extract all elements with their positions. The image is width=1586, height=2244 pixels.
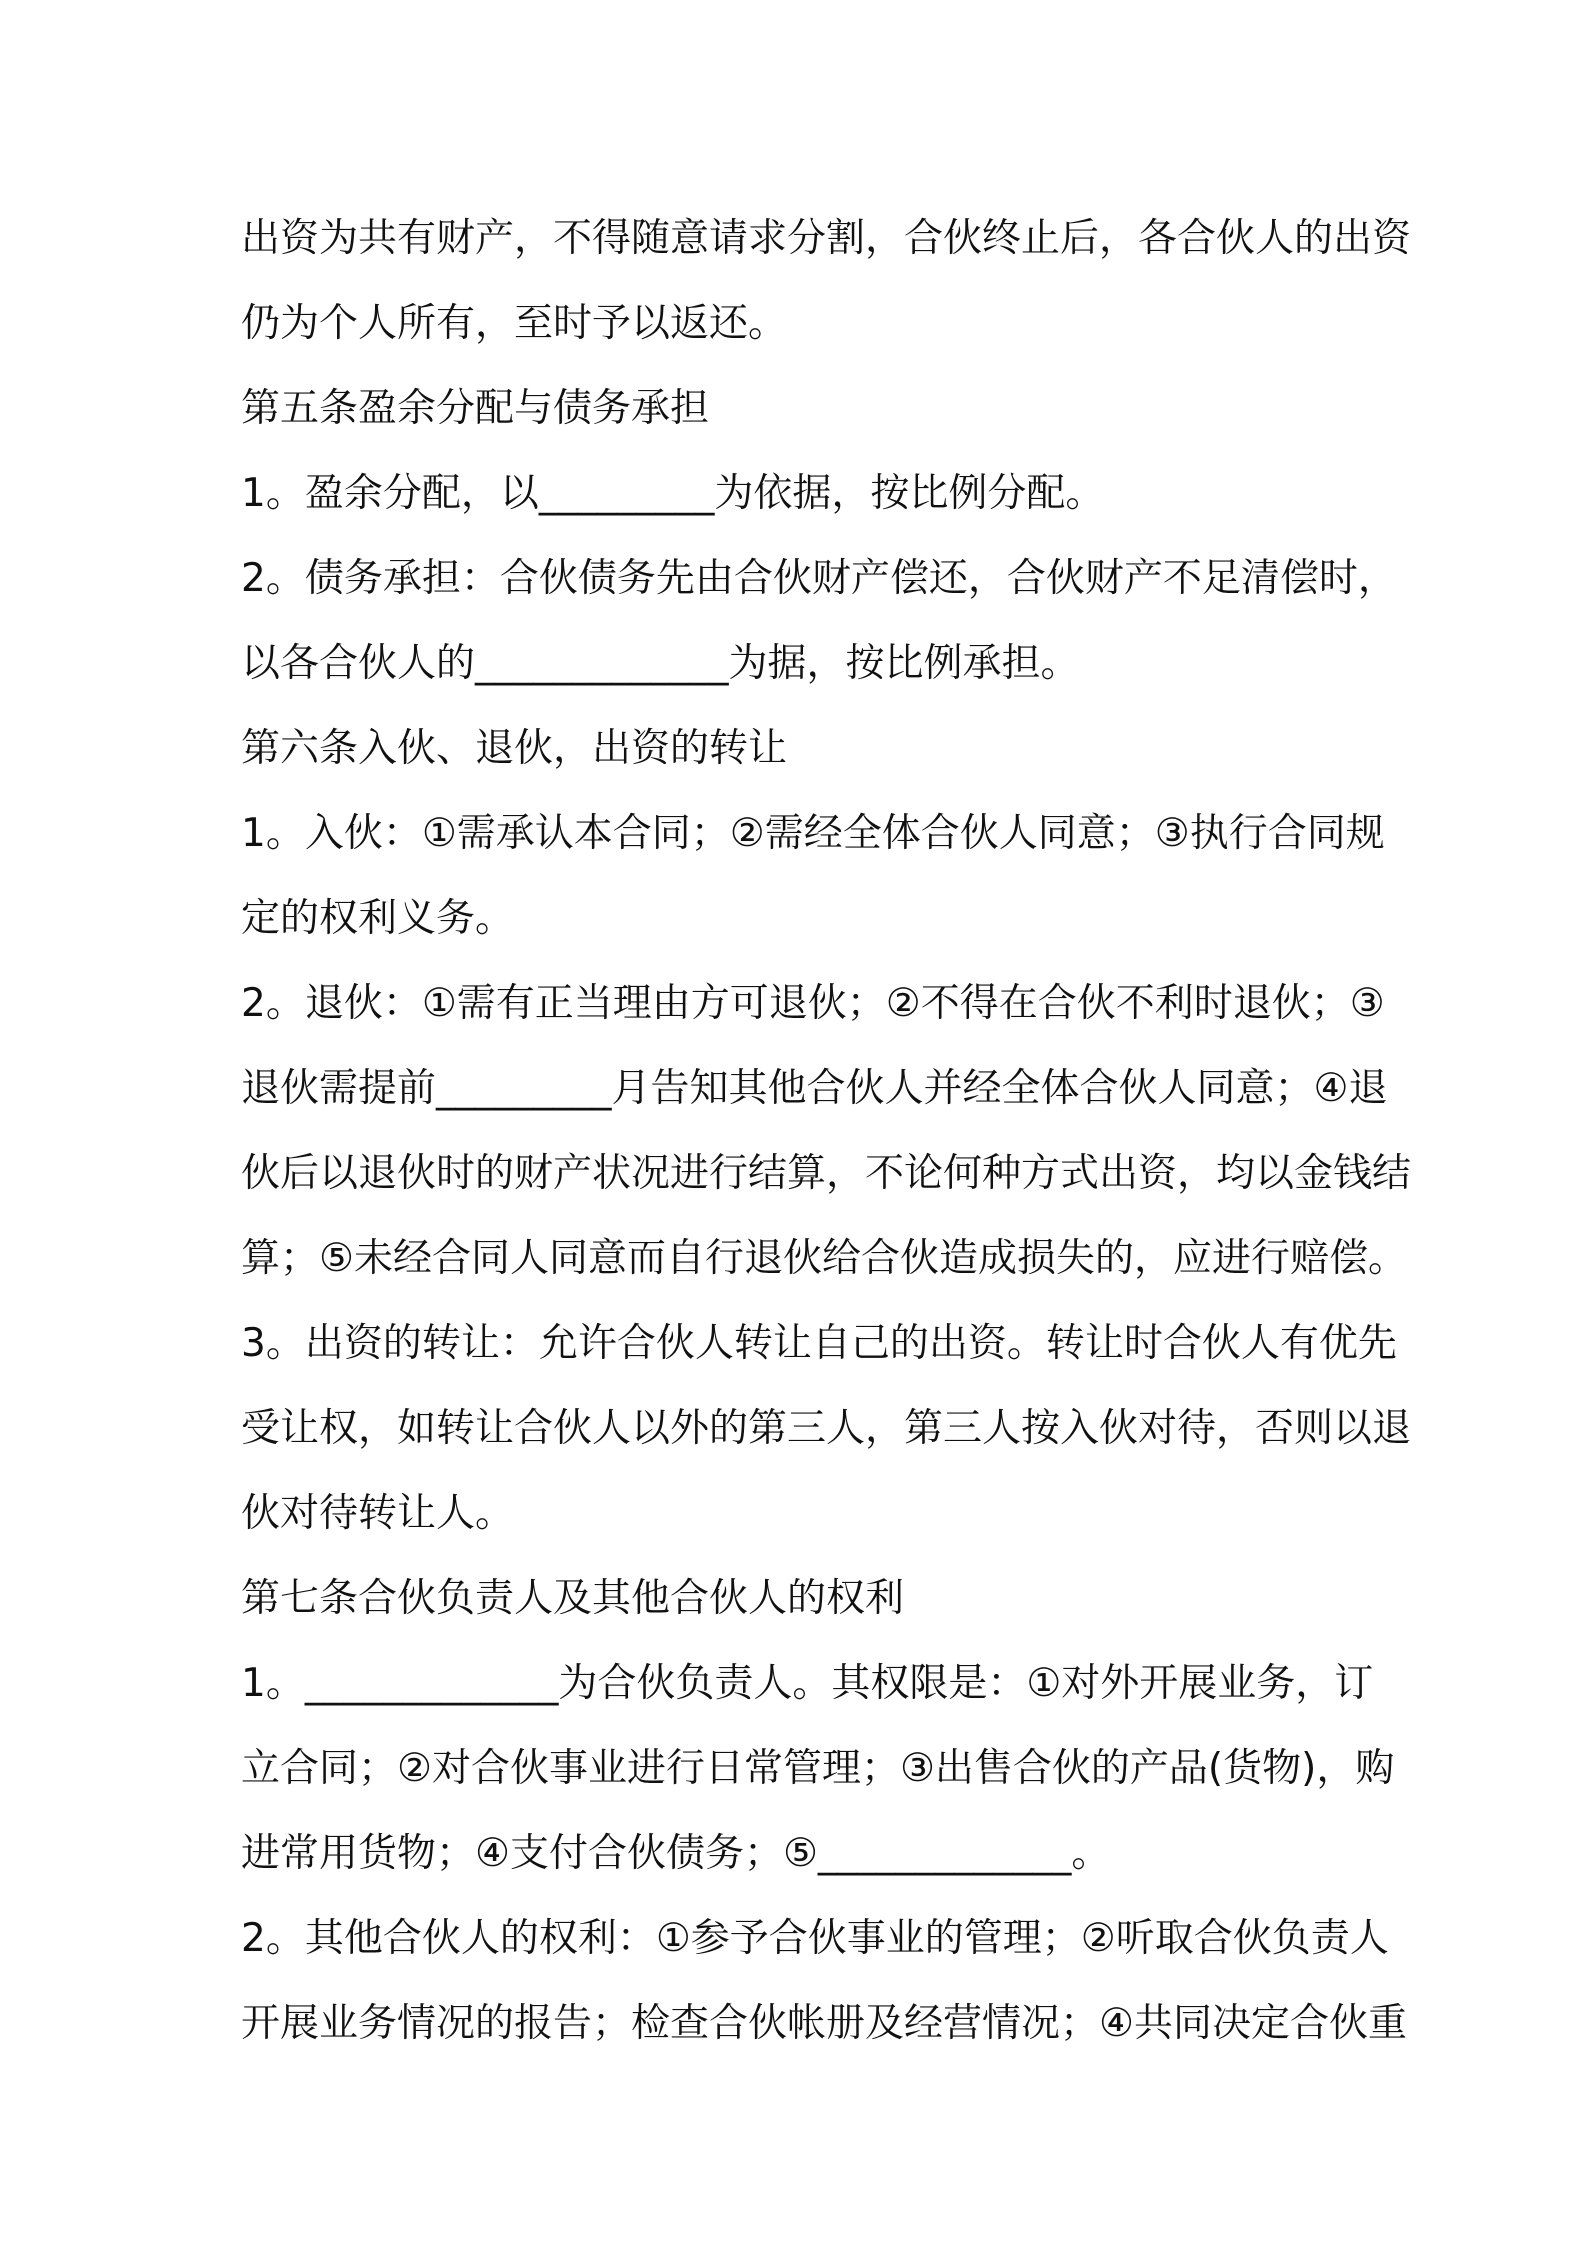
text-line: 出资为共有财产，不得随意请求分割，合伙终止后，各合伙人的出资 bbox=[241, 216, 1412, 261]
text-line: 退伙需提前_________月告知其他合伙人并经全体合伙人同意；④退 bbox=[241, 1066, 1388, 1111]
text-line: 1。入伙：①需承认本合同；②需经全体合伙人同意；③执行合同规 bbox=[241, 811, 1385, 856]
text-line: 2。退伙：①需有正当理由方可退伙；②不得在合伙不利时退伙；③ bbox=[241, 981, 1385, 1026]
text-line: 算；⑤未经合同人同意而自行退伙给合伙造成损失的，应进行赔偿。 bbox=[241, 1236, 1407, 1281]
text-line: 1。_____________为合伙负责人。其权限是：①对外开展业务，订 bbox=[241, 1661, 1374, 1706]
text-line: 立合同；②对合伙事业进行日常管理；③出售合伙的产品(货物)，购 bbox=[241, 1746, 1395, 1791]
section-heading: 第六条入伙、退伙，出资的转让 bbox=[241, 726, 788, 771]
text-line: 2。其他合伙人的权利：①参予合伙事业的管理；②听取合伙负责人 bbox=[241, 1916, 1389, 1961]
document-body bbox=[241, 196, 1412, 2066]
section-heading: 第七条合伙负责人及其他合伙人的权利 bbox=[241, 1576, 905, 1621]
section-heading: 第五条盈余分配与债务承担 bbox=[241, 386, 710, 431]
text-line: 进常用货物；④支付合伙债务；⑤_____________。 bbox=[241, 1831, 1111, 1876]
text-line: 1。盈余分配，以_________为依据，按比例分配。 bbox=[241, 471, 1105, 516]
text-line: 伙后以退伙时的财产状况进行结算，不论何种方式出资，均以金钱结 bbox=[241, 1151, 1412, 1196]
text-line: 仍为个人所有，至时予以返还。 bbox=[241, 301, 788, 346]
text-line: 定的权利义务。 bbox=[241, 896, 515, 941]
text-line: 以各合伙人的_____________为据，按比例承担。 bbox=[241, 641, 1080, 686]
text-line: 2。债务承担：合伙债务先由合伙财产偿还，合伙财产不足清偿时， bbox=[241, 556, 1397, 601]
text-line: 伙对待转让人。 bbox=[241, 1491, 515, 1536]
text-line: 开展业务情况的报告；检查合伙帐册及经营情况；④共同决定合伙重 bbox=[241, 2001, 1407, 2046]
text-line: 受让权，如转让合伙人以外的第三人，第三人按入伙对待，否则以退 bbox=[241, 1406, 1412, 1451]
text-line: 3。出资的转让：允许合伙人转让自己的出资。转让时合伙人有优先 bbox=[241, 1321, 1397, 1366]
